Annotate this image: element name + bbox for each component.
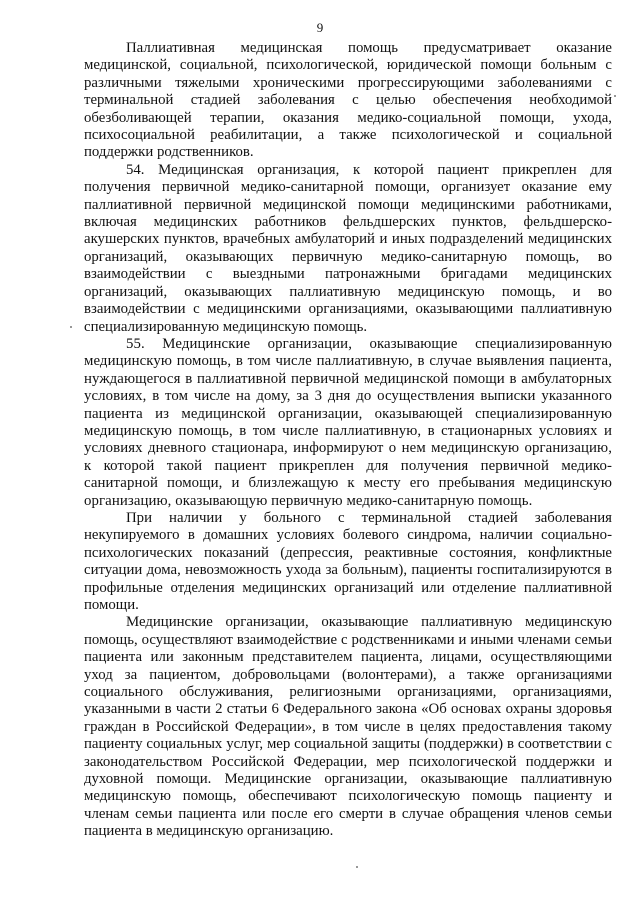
paragraph-item-55: 55. Медицинские организации, оказывающие специализированную медицинскую помощь, в том числе паллиативную, в случае выявления пациента, нуждающегося в паллиативной первичной медицинской помощи в амбулаторных условиях, в том числе на дому, за 3 дня до осуществления выписки указанного пациента из медицинской организации, оказывающей специализированную медицинскую помощь, в том числе паллиативную, в стационарных условиях и условиях дневного стационара, информируют о нем медицинскую организацию, к которой такой пациент прикреплен для получения первичной медико-санитарной помощи, и близлежащую к месту его пребывания медицинскую организацию, оказывающую первичную медико-санитарную помощь.	[84, 335, 612, 509]
paragraph-palliative-definition: Паллиативная медицинская помощь предусматривает оказание медицинской, социальной, психологической, юридической помощи больным с различными тяжелыми хроническими прогрессирующими заболеваниями с терминальной стадией заболевания с целью обеспечения необходимой обезболивающей терапии, оказания медико-социальной помощи, ухода, психосоциальной реабилитации, а также психологической и социальной поддержки родственников.	[84, 40, 612, 161]
scan-speck	[70, 326, 72, 328]
scan-speck	[614, 95, 616, 97]
paragraph-interaction: Медицинские организации, оказывающие паллиативную медицинскую помощь, осуществляют взаимодействие с родственниками и иными членами семьи пациента или законным представителем пациента, лицами, осуществляющими уход за пациентом, добровольцами (волонтерами), а также организациями социального обслуживания, религиозными организациями, организациями, указанными в части 2 статьи 6 Федерального закона «Об основах охраны здоровья граждан в Российской Федерации», в том числе в целях предоставления такому пациенту социальных услуг, мер социальной защиты (поддержки) в соответствии с законодательством Российской Федерации, мер психологической поддержки и духовной помощи. Медицинские организации, оказывающие паллиативную медицинскую помощь, обеспечивают психологическую помощь пациенту и членам семьи пациента или после его смерти в случае обращения членов семьи пациента в медицинскую организацию.	[84, 614, 612, 840]
page-number: 9	[316, 20, 324, 35]
document-body	[84, 40, 612, 841]
paragraph-hospitalization: При наличии у больного с терминальной стадией заболевания некупируемого в домашних условиях болевого синдрома, наличии социально-психологических показаний (депрессия, реактивные состояния, конфликтные ситуации дома, невозможность ухода за больным), пациенты госпитализируются в профильные отделения медицинских организаций или отделение паллиативной помощи.	[84, 509, 612, 613]
paragraph-item-54: 54. Медицинская организация, к которой пациент прикреплен для получения первичной медико-санитарной помощи, организует оказание ему паллиативной первичной медицинской помощи медицинскими работниками, включая медицинских работников фельдшерских пунктов, фельдшерско-акушерских пунктов, врачебных амбулаторий и иных подразделений медицинских организаций, оказывающих первичную медико-санитарную помощь, во взаимодействии с выездными патронажными бригадами медицинских организаций, оказывающих паллиативную медицинскую помощь, и во взаимодействии с медицинскими организациями, оказывающими паллиативную специализированную медицинскую помощь.	[84, 161, 612, 335]
scan-speck	[356, 866, 358, 868]
